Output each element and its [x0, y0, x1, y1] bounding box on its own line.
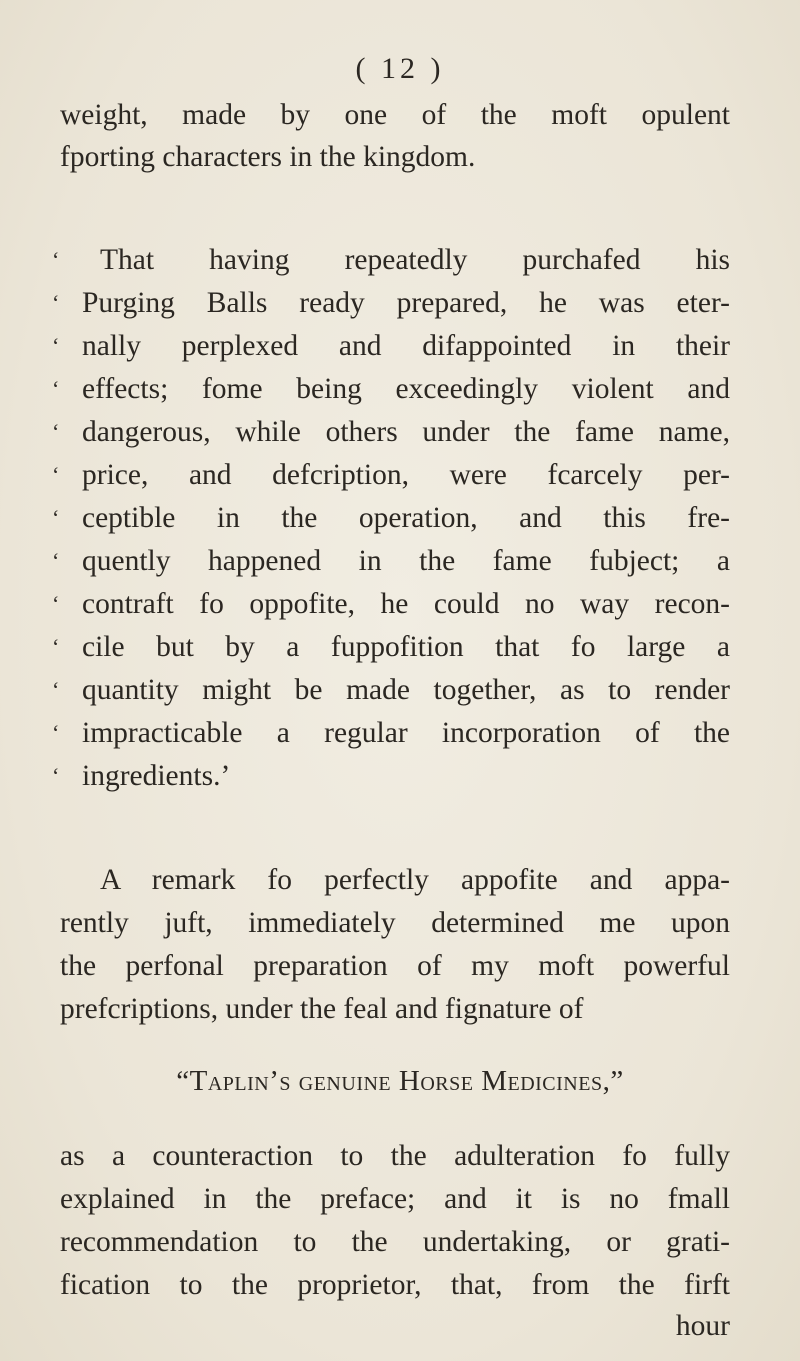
text-line: as a counteraction to the adulteration fo fully [60, 1140, 730, 1172]
text-line: recommendation to the undertaking, or grati- [60, 1226, 730, 1258]
text-line: quently happened in the fame fubject; a [82, 545, 730, 577]
text-line: That having repeatedly purchafed his [100, 244, 730, 276]
text-line: effects; fome being exceedingly violent and [82, 373, 730, 405]
medicine-heading: “Taplin’s genuine Horse Medicines,” [176, 1065, 624, 1097]
text-line: dangerous, while others under the fame name, [82, 416, 730, 448]
text-line: rently juft, immediately determined me upon [60, 907, 730, 939]
text-line: nally perplexed and difappointed in their [82, 330, 730, 362]
text-line: explained in the preface; and it is no fmall [60, 1183, 730, 1215]
quote-mark: ‘ [52, 376, 60, 401]
text-line: fporting characters in the kingdom. [60, 141, 476, 173]
quote-mark: ‘ [52, 591, 60, 616]
text-line: ingredients.’ [82, 760, 231, 792]
text-line: price, and defcription, were fcarcely per- [82, 459, 730, 491]
text-line: fication to the proprietor, that, from the firft [60, 1269, 730, 1301]
text-line: Purging Balls ready prepared, he was eter- [82, 287, 730, 319]
text-line: impracticable a regular incorporation of the [82, 717, 730, 749]
text-line: ceptible in the operation, and this fre- [82, 502, 730, 534]
quote-mark: ‘ [52, 720, 60, 745]
text-line: contraft fo oppofite, he could no way recon- [82, 588, 730, 620]
text-line: weight, made by one of the moft opulent [60, 99, 730, 131]
quote-mark: ‘ [52, 333, 60, 358]
quote-mark: ‘ [52, 763, 60, 788]
page-number: ( 12 ) [355, 52, 445, 85]
text-line: A remark fo perfectly appofite and appa- [100, 864, 730, 896]
text-line: quantity might be made together, as to render [82, 674, 730, 706]
quote-mark: ‘ [52, 505, 60, 530]
catchword: hour [675, 1310, 730, 1342]
text-line: the perfonal preparation of my moft powerful [60, 950, 730, 982]
quote-mark: ‘ [52, 634, 60, 659]
quote-mark: ‘ [52, 677, 60, 702]
quote-mark: ‘ [52, 247, 60, 272]
quote-mark: ‘ [52, 548, 60, 573]
quote-mark: ‘ [52, 290, 60, 315]
text-line: prefcriptions, under the feal and fignature of [60, 993, 584, 1025]
quote-mark: ‘ [52, 462, 60, 487]
text-line: cile but by a fuppofition that fo large a [82, 631, 730, 663]
quote-mark: ‘ [52, 419, 60, 444]
